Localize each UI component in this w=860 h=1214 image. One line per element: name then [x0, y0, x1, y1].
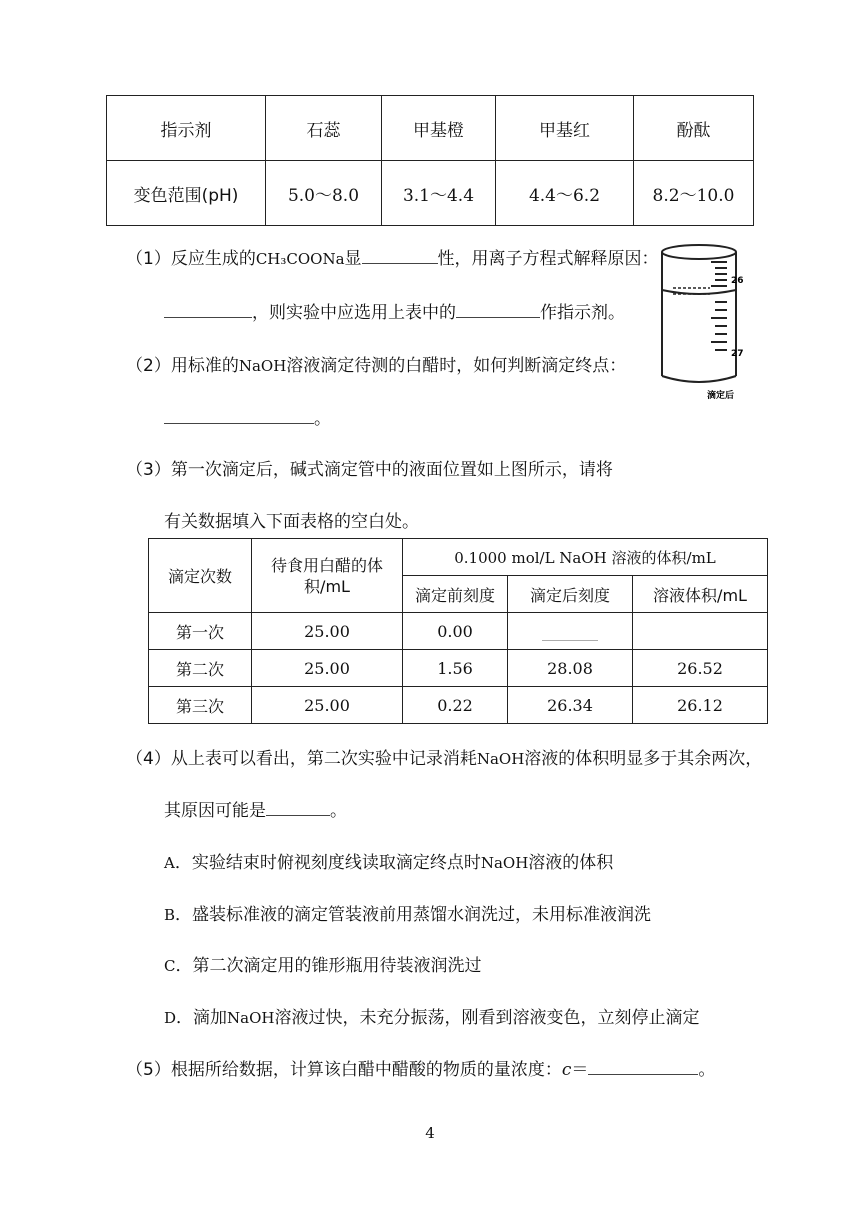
text: 溶液过快，未充分振荡，刚看到溶液变色，立刻停止滴定 — [274, 1008, 700, 1028]
text: 溶液滴定待测的白醋时，如何判断滴定终点： — [286, 356, 627, 376]
text: （1）反应生成的 — [126, 249, 256, 269]
table-header-cell: 滴定次数 — [149, 539, 252, 613]
table-cell: 5.0～8.0 — [266, 161, 382, 226]
table-cell: 0.00 — [403, 613, 508, 650]
table-cell: 0.22 — [403, 687, 508, 724]
table-cell: 28.08 — [508, 650, 633, 687]
answer-blank[interactable] — [588, 1060, 698, 1075]
table-header-cell: 溶液体积/mL — [633, 576, 768, 613]
answer-blank[interactable] — [164, 303, 252, 318]
question-4-line-1 — [126, 744, 762, 769]
text: 。 — [314, 409, 331, 429]
table-row — [149, 650, 768, 687]
question-3-line-1: （3）第一次滴定后，碱式滴定管中的液面位置如上图所示，请将 — [126, 460, 613, 480]
text: 显 — [344, 249, 362, 269]
text: ．实验结束时俯视刻度线读取滴定终点时 — [174, 853, 481, 873]
table-cell: 26.34 — [508, 687, 633, 724]
option-b[interactable] — [164, 900, 651, 925]
question-1-line-1 — [126, 244, 659, 269]
answer-blank-cell[interactable]: _______ — [508, 613, 633, 650]
formula: CH₃COONa — [255, 250, 345, 268]
table-cell: 第三次 — [149, 687, 252, 724]
table-header-cell: 滴定后刻度 — [508, 576, 633, 613]
table-cell: 酚酞 — [634, 96, 754, 161]
text: ．滴加 — [176, 1008, 228, 1028]
table-cell: 变色范围(pH) — [107, 161, 266, 226]
formula: NaOH — [476, 750, 525, 768]
table-cell: 第二次 — [149, 650, 252, 687]
titration-table — [148, 538, 768, 724]
burette-figure — [655, 238, 755, 403]
text: 溶液的体积明显多于其余两次， — [524, 749, 763, 769]
formula: NaOH — [227, 1009, 275, 1027]
burette-label-26: 26 — [731, 276, 744, 286]
answer-blank[interactable] — [362, 249, 438, 264]
option-letter: A — [164, 854, 175, 872]
text: 性，用离子方程式解释原因： — [437, 249, 659, 269]
table-cell: 8.2～10.0 — [634, 161, 754, 226]
answer-blank[interactable] — [164, 409, 314, 424]
variable: c — [561, 1060, 572, 1080]
table-cell: 26.12 — [633, 687, 768, 724]
option-d[interactable] — [164, 1003, 699, 1028]
answer-blank[interactable] — [266, 801, 330, 816]
answer-blank[interactable] — [456, 303, 540, 318]
text: ，则实验中应选用上表中的 — [252, 303, 456, 323]
option-a[interactable] — [164, 848, 613, 873]
option-letter: C — [164, 957, 176, 975]
text: 作指示剂。 — [540, 303, 625, 323]
table-cell: 26.52 — [633, 650, 768, 687]
table-cell: 3.1～4.4 — [382, 161, 496, 226]
question-5 — [126, 1055, 715, 1080]
table-row — [149, 687, 768, 724]
formula: NaOH — [480, 854, 529, 872]
text: 。 — [330, 801, 347, 821]
table-cell[interactable] — [633, 613, 768, 650]
table-cell: 甲基红 — [496, 96, 634, 161]
table-header-cell: 滴定前刻度 — [403, 576, 508, 613]
table-cell: 甲基橙 — [382, 96, 496, 161]
text: ．第二次滴定用的锥形瓶用待装液润洗过 — [175, 956, 482, 976]
question-1-line-2 — [164, 298, 625, 323]
table-cell: 25.00 — [252, 687, 403, 724]
table-cell: 25.00 — [252, 613, 403, 650]
question-2-line-2 — [164, 404, 331, 429]
table-row — [107, 161, 754, 226]
table-cell: 指示剂 — [107, 96, 266, 161]
page-number: 4 — [425, 1124, 435, 1142]
text: ．盛装标准液的滴定管装液前用蒸馏水润洗过，未用标准液润洗 — [175, 905, 652, 925]
table-header-cell: 待食用白醋的体积/mL — [252, 539, 403, 613]
text: 溶液的体积 — [528, 853, 614, 873]
text: （4）从上表可以看出，第二次实验中记录消耗 — [126, 749, 477, 769]
table-cell: 1.56 — [403, 650, 508, 687]
text: 。 — [698, 1060, 716, 1080]
text: （5）根据所给数据，计算该白醋中醋酸的物质的量浓度： — [126, 1060, 562, 1080]
option-c[interactable] — [164, 951, 481, 976]
table-cell: 25.00 — [252, 650, 403, 687]
table-row — [149, 539, 768, 576]
table-row — [149, 613, 768, 650]
table-header-cell: 0.1000 mol/L NaOH 溶液的体积/mL — [403, 539, 768, 576]
question-2-line-1 — [126, 351, 626, 376]
burette-label-27: 27 — [731, 349, 744, 359]
table-cell: 石蕊 — [266, 96, 382, 161]
formula: NaOH — [238, 357, 287, 375]
option-letter: D — [164, 1009, 177, 1027]
indicator-table — [106, 95, 754, 226]
table-row — [107, 96, 754, 161]
question-3-line-2: 有关数据填入下面表格的空白处。 — [164, 512, 419, 532]
text: （2）用标准的 — [126, 356, 239, 376]
text: ＝ — [571, 1060, 589, 1080]
question-4-line-2 — [164, 796, 347, 821]
table-cell: 4.4～6.2 — [496, 161, 634, 226]
text: 其原因可能是 — [164, 801, 266, 821]
table-cell: 第一次 — [149, 613, 252, 650]
burette-caption: 滴定后 — [707, 391, 735, 401]
option-letter: B — [164, 906, 176, 924]
